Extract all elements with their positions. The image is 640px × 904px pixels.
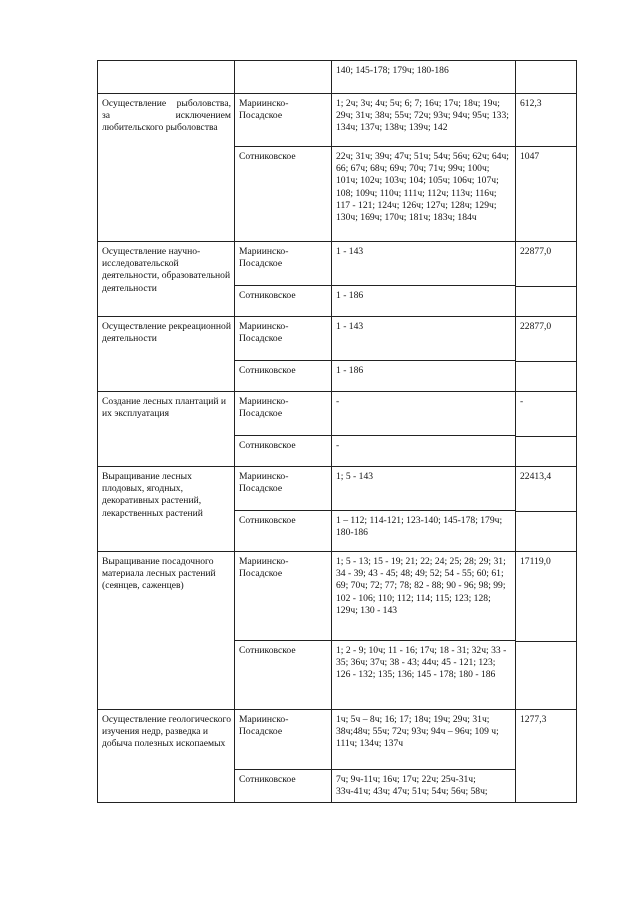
forestry-cell: Сотниковское	[235, 147, 332, 242]
table-row	[98, 242, 577, 286]
quarters-cell: 1 - 143	[332, 317, 516, 361]
quarters-cell: 1; 2 - 9; 10ч; 11 - 16; 17ч; 18 - 31; 32ч; 33 - 35; 36ч; 37ч; 38 - 43; 44ч; 45 - 121; 123; 126 - 132; 135; 136; 145 - 178; 180 - 186	[332, 641, 516, 710]
quarters-cell: 1; 2ч; 3ч; 4ч; 5ч; 6; 7; 16ч; 17ч; 18ч; 19ч; 29ч; 31ч; 38ч; 55ч; 72ч; 93ч; 94ч; 95ч; 133; 134ч; 137ч; 138ч; 139ч; 142	[332, 94, 516, 147]
quarters-cell: 7ч; 9ч-11ч; 16ч; 17ч; 22ч; 25ч-31ч; 33ч-41ч; 43ч; 47ч; 51ч; 54ч; 56ч; 58ч;	[332, 770, 516, 803]
area-cell	[516, 552, 577, 710]
forestry-cell: Сотниковское	[235, 436, 332, 467]
forestry-cell	[235, 61, 332, 94]
forestry-cell: Мариинско-Посадское	[235, 467, 332, 511]
activity-cell: Выращивание лесных плодовых, ягодных, декоративных растений, лекарственных растений	[98, 467, 235, 552]
quarters-cell: 1; 5 - 13; 15 - 19; 21; 22; 24; 25; 28; 29; 31; 34 - 39; 43 - 45; 48; 49; 52; 54 - 55; 60; 61; 69; 70ч; 72; 77; 78; 82 - 88; 90 - 96; 98; 99; 102 - 106; 110; 112; 114; 115; 123; 128; 129ч; 130 - 143	[332, 552, 516, 641]
activity-cell: Осуществление научно-исследовательской деятельности, образовательной деятельности	[98, 242, 235, 317]
forestry-cell: Мариинско-Посадское	[235, 552, 332, 641]
area-value: 22877,0	[516, 242, 576, 287]
document-page	[97, 60, 552, 803]
area-cell	[516, 392, 577, 467]
area-value: 22877,0	[516, 317, 576, 362]
quarters-cell: 1 - 143	[332, 242, 516, 286]
forestry-cell: Сотниковское	[235, 286, 332, 317]
area-value: 22413,4	[516, 467, 576, 512]
area-value: 17119,0	[516, 552, 576, 642]
forest-use-table	[97, 60, 577, 803]
activity-cell: Осуществление рекреационной деятельности	[98, 317, 235, 392]
area-cell: 612,3	[516, 94, 577, 147]
table-row	[98, 61, 577, 94]
area-value: -	[516, 392, 576, 437]
quarters-cell: 1 – 112; 114-121; 123-140; 145-178; 179ч; 180-186	[332, 511, 516, 552]
area-cell	[516, 61, 577, 94]
quarters-cell: 1; 5 - 143	[332, 467, 516, 511]
activity-cell	[98, 94, 235, 242]
activity-cell: Создание лесных плантаций и их эксплуатация	[98, 392, 235, 467]
quarters-cell: -	[332, 392, 516, 436]
table-row	[98, 317, 577, 361]
activity-cell	[98, 61, 235, 94]
forestry-cell: Сотниковское	[235, 770, 332, 803]
table-row	[98, 467, 577, 511]
area-cell: 1047	[516, 147, 577, 242]
forestry-cell: Мариинско-Посадское	[235, 392, 332, 436]
forestry-cell: Мариинско-Посадское	[235, 94, 332, 147]
area-cell	[516, 467, 577, 552]
quarters-cell: 140; 145-178; 179ч; 180-186	[332, 61, 516, 94]
quarters-cell: 1 - 186	[332, 286, 516, 317]
forestry-cell: Сотниковское	[235, 361, 332, 392]
area-cell: 1277,3	[516, 710, 577, 803]
quarters-cell: 1ч; 5ч – 8ч; 16; 17; 18ч; 19ч; 29ч; 31ч; 38ч;48ч; 55ч; 72ч; 93ч; 94ч – 96ч; 109 ч; 111ч; 134ч; 137ч	[332, 710, 516, 770]
forestry-cell: Мариинско-Посадское	[235, 710, 332, 770]
table-row	[98, 392, 577, 436]
activity-text: Осуществление рыболовства, за исключением любительского рыболовства	[102, 98, 231, 134]
forestry-cell: Сотниковское	[235, 511, 332, 552]
activity-cell: Выращивание посадочного материала лесных растений (сеянцев, саженцев)	[98, 552, 235, 710]
forestry-cell: Мариинско-Посадское	[235, 317, 332, 361]
table-row	[98, 710, 577, 770]
quarters-cell: -	[332, 436, 516, 467]
quarters-cell: 22ч; 31ч; 39ч; 47ч; 51ч; 54ч; 56ч; 62ч; 64ч; 66; 67ч; 68ч; 69ч; 70ч; 71ч; 99ч; 100ч; 101ч; 102ч; 103ч; 104; 105ч; 106ч; 107ч; 108; 109ч; 110ч; 111ч; 112ч; 113ч; 116ч; 117 - 121; 124ч; 126ч; 127ч; 128ч; 129ч; 130ч; 169ч; 170ч; 181ч; 183ч; 184ч	[332, 147, 516, 242]
area-cell	[516, 317, 577, 392]
table-row	[98, 94, 577, 147]
forestry-cell: Мариинско-Посадское	[235, 242, 332, 286]
forestry-cell: Сотниковское	[235, 641, 332, 710]
activity-cell: Осуществление геологического изучения недр, разведка и добыча полезных ископаемых	[98, 710, 235, 803]
quarters-cell: 1 - 186	[332, 361, 516, 392]
area-cell	[516, 242, 577, 317]
table-row	[98, 552, 577, 641]
